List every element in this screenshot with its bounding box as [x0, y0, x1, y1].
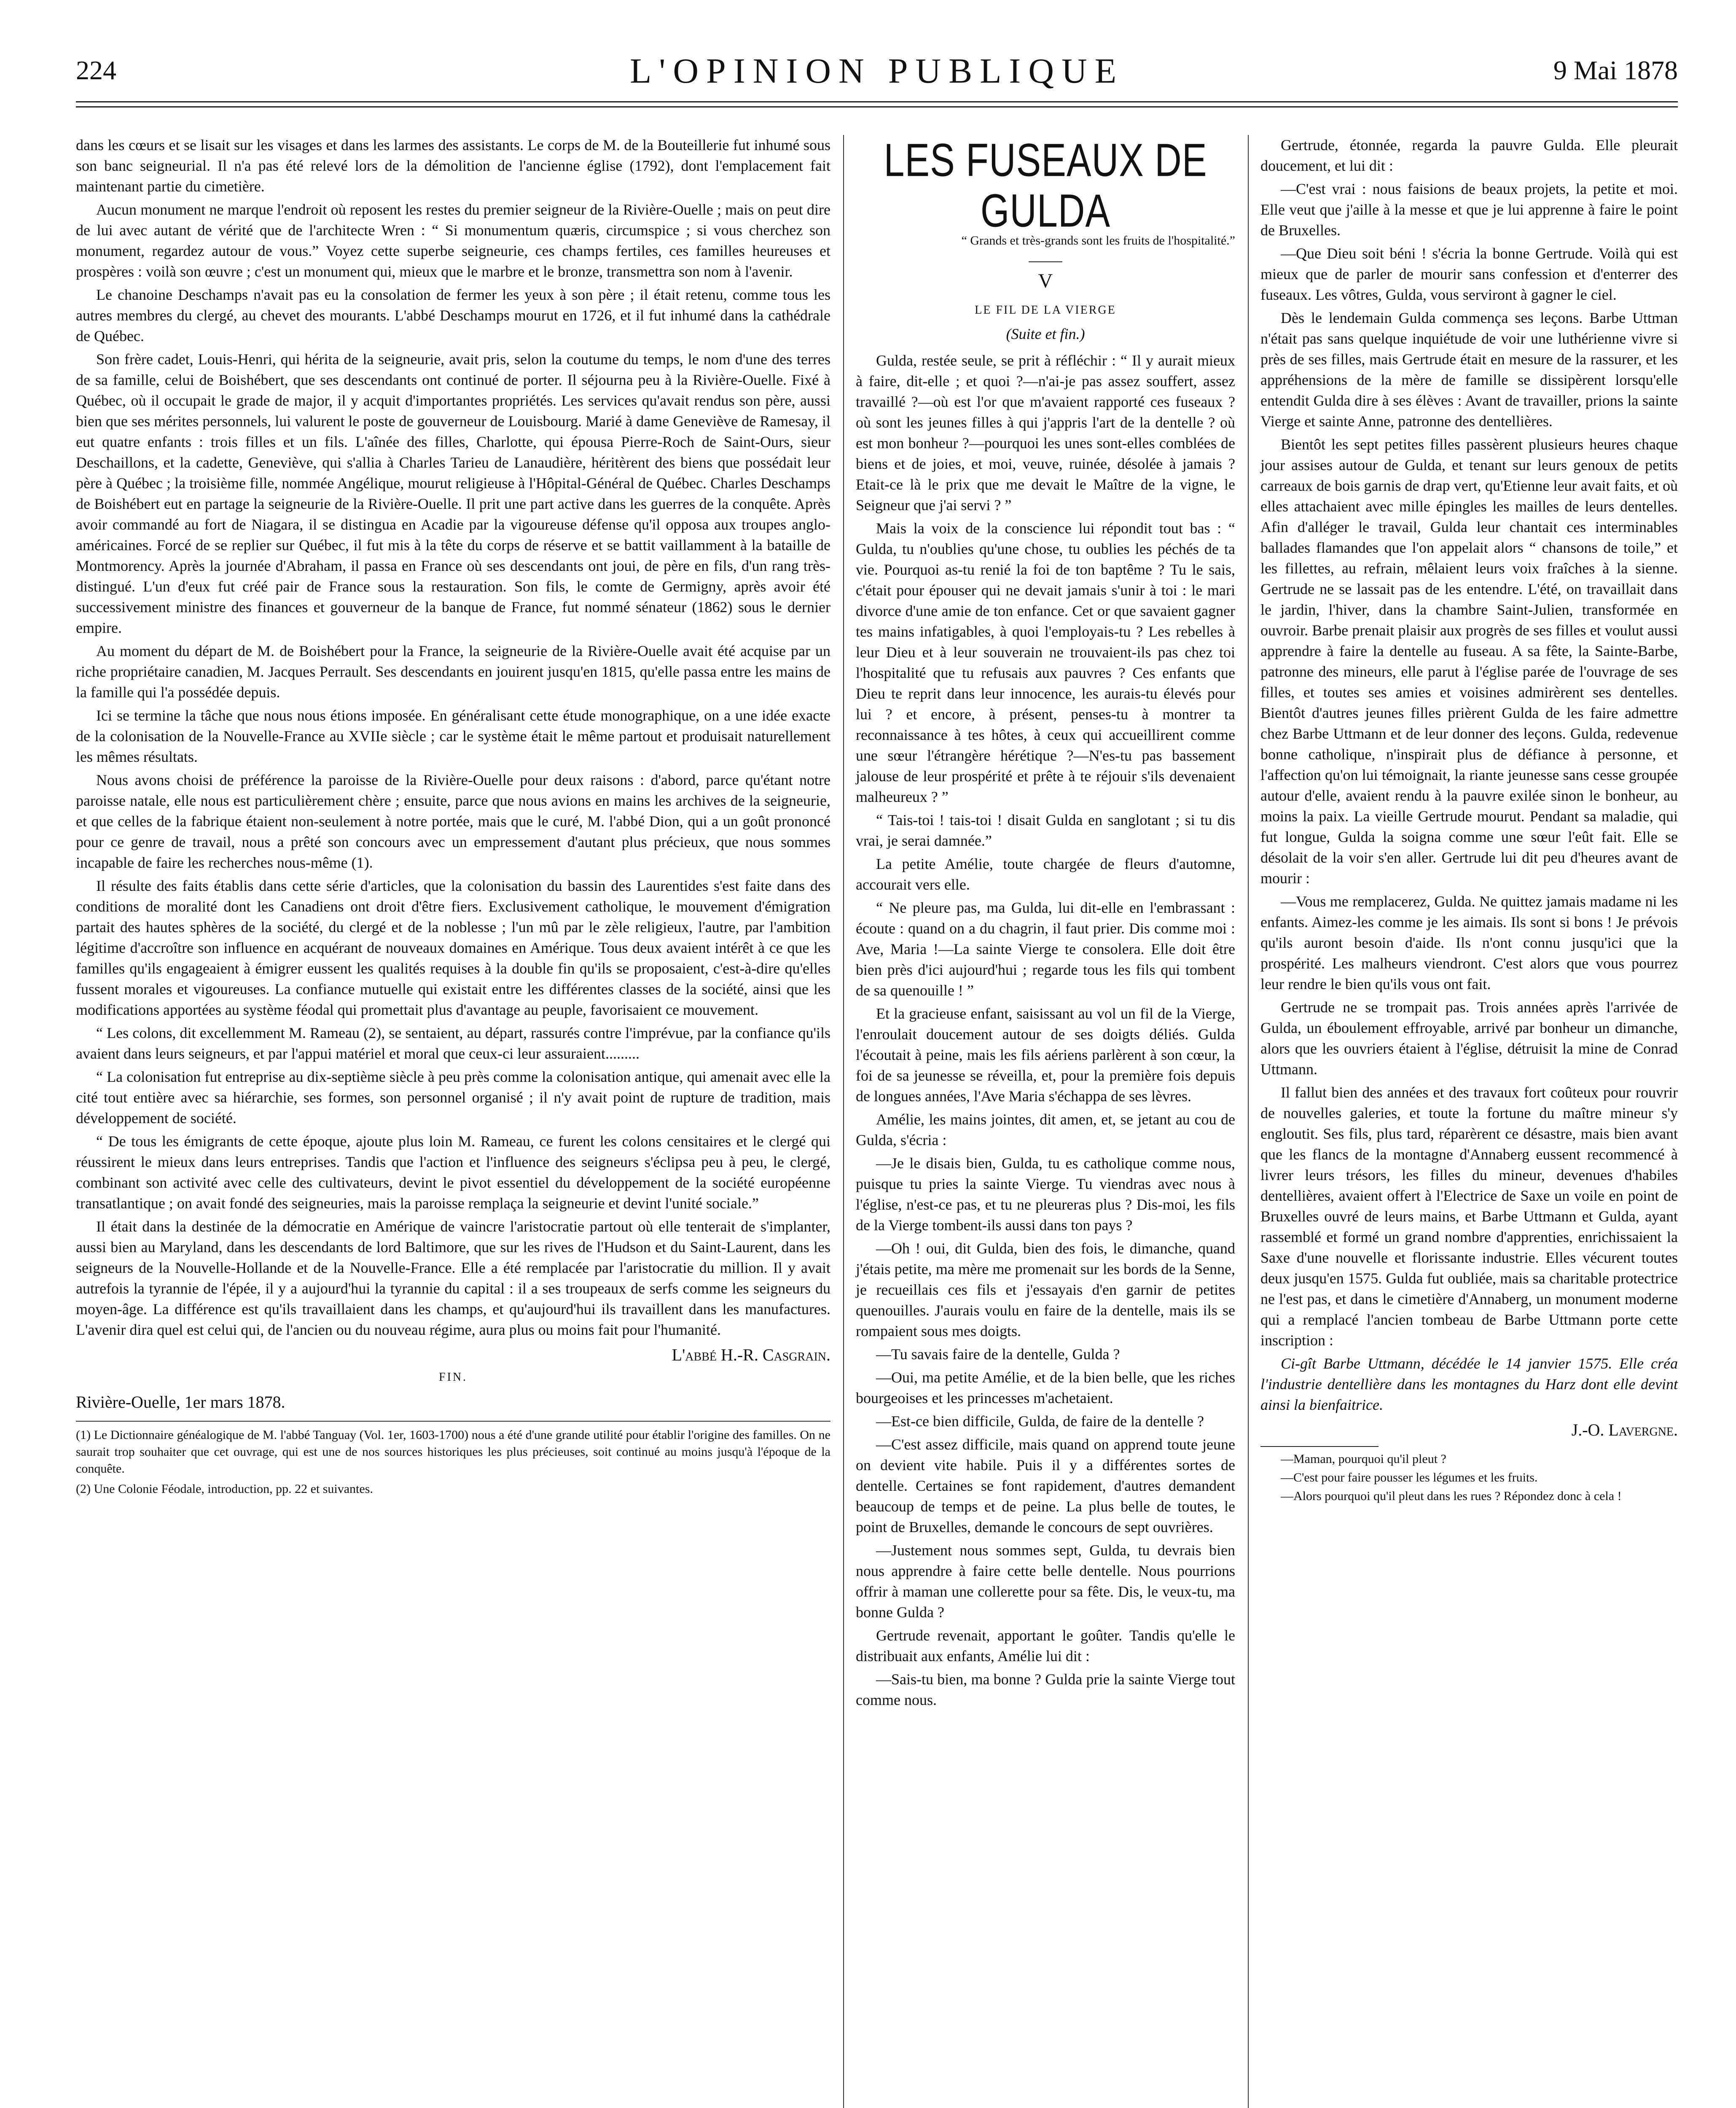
article-column [76, 135, 830, 1501]
jokes-divider [1260, 1446, 1379, 1447]
article-paragraph: “ La colonisation fut entreprise au dix-septième siècle à peu près comme la colonisation antique, qui amenait avec elle la cité tout entière avec sa hiérarchie, ses formes, son personnel organisé ; il n'y avait point de rupture de tradition, mais développement de société. [76, 1068, 830, 1127]
column-divider [1248, 135, 1249, 2108]
story-column [856, 135, 1235, 1713]
story-paragraph: —C'est assez difficile, mais quand on apprend toute jeune on devient vite habile. Puis il y a différentes sortes de dentelle. Certaines se font rapidement, d'autres demandent beaucoup de temps et de peine. La plus belle de toutes, le point de Bruxelles, demande le concours de sept ouvrières. [856, 1436, 1235, 1535]
masthead-rule-bottom [76, 106, 1678, 108]
story-paragraph: —Que Dieu soit béni ! s'écria la bonne Gertrude. Voilà qui est mieux que de parler de mourir sans confession et d'enterrer des fuseaux. Les vôtres, Gulda, vous serviront à gagner le ciel. [1260, 245, 1678, 303]
story-paragraph: —Oui, ma petite Amélie, et de la bien belle, que les riches bourgeoises et les princesses m'achetaient. [856, 1369, 1235, 1406]
article-paragraph: dans les cœurs et se lisait sur les visages et dans les larmes des assistants. Le corps de M. de la Bouteillerie fut inhumé sous son banc seigneurial. Il n'a pas été relevé lors de la démolition de l'ancienne église (1792), dont l'emplacement fait maintenant partie du cimetière. [76, 137, 830, 195]
story-paragraph: Bientôt les sept petites filles passèrent plusieurs heures chaque jour assises autour de Gulda, et tenant sur leurs genoux de petits carreaux de bois garnis de drap vert, qu'Etienne leur avait faits, et où elles attachaient avec mille épingles les mailles de leurs dentelles. Afin d'alléger le travail, Gulda leur chantait ces interminables ballades flamandes que l'on appelait alors “ chansons de toile,” et les fillettes, au refrain, mêlaient leurs voix fraîches à la sienne. Gertrude ne se lassait pas de les entendre. L'été, on travaillait dans le jardin, l'hiver, dans la chambre Saint-Julien, transformée en ouvroir. Barbe prenait plaisir aux progrès de ses filles et voulut aussi apprendre à faire la dentelle au fuseau. A sa fête, la Sainte-Barbe, patronne des mineurs, elle parut à l'église parée de l'ouvrage de ses filles, et toutes ses amies et voisines admirèrent ses dentelles. Bientôt d'autres jeunes filles prièrent Gulda de les faire admettre chez Barbe Uttmann et de leur donner des leçons. Gulda, redevenue bonne catholique, n'inspirait plus de défiance à personne, et l'affection qu'on lui témoignait, la riante jeunesse sans cesse groupée autour d'elle, avaient rendu à la pauvre exilée sinon le bonheur, au moins la paix. La vieille Gertrude mourut. Pendant sa maladie, qui fut longue, Gulda la soigna comme une sœur l'eût fait. Elle se désolait de la voir s'en aller. Gertrude lui dit peu d'heures avant de mourir : [1260, 436, 1678, 887]
story-paragraph: —Oh ! oui, dit Gulda, bien des fois, le dimanche, quand j'étais petite, ma mère me promenait sur les bords de la Senne, je recueillais ces fils et j'essayais d'en garnir de petites quenouilles. J'aurais voulu en faire de la dentelle, mais ils se rompaient sous mes doigts. [856, 1240, 1235, 1339]
story-paragraph: —Sais-tu bien, ma bonne ? Gulda prie la sainte Vierge tout comme nous. [856, 1671, 1235, 1708]
footnotes [76, 1421, 830, 1498]
story-paragraph: La petite Amélie, toute chargée de fleurs d'automne, accourait vers elle. [856, 855, 1235, 893]
story-paragraph: Gertrude revenait, apportant le goûter. Tandis qu'elle le distribuait aux enfants, Amélie lui dit : [856, 1627, 1235, 1664]
article-paragraph: Il résulte des faits établis dans cette série d'articles, que la colonisation du bassin des Laurentides s'est faite dans des conditions de moralité dont les Canadiens ont droit d'être fiers. Exclusivement catholique, le mouvement d'émigration partait des hautes sphères de la société, du clergé et de la noblesse ; l'un mû par le zèle religieux, l'autre, par l'ambition légitime d'accroître son influence en acquérant de nouveaux domaines en Amérique. Tous deux avaient intérêt à ce que les familles qu'ils engageaient à émigrer eussent les qualités requises à la double fin qu'ils se proposaient, c'est-à-dire qu'elles fussent morales et vigoureuses. La confiance mutuelle qui existait entre les différentes classes de la société, ainsi que les modifications apportées au système féodal qui promettait plus d'avantage au peuple, favorisaient ce mouvement. [76, 877, 830, 1018]
story-divider [1029, 261, 1062, 262]
story-paragraph: Il fallut bien des années et des travaux fort coûteux pour rouvrir de nouvelles galeries, et toute la fortune du maître mineur s'y engloutit. Ses fils, plus tard, réparèrent ce désastre, mais bien avant que les flancs de la montagne d'Annaberg eussent recommencé à livrer leurs trésors, les filles du mineur, devenues d'habiles dentellières, avaient offert à l'Electrice de Saxe un voile en point de Bruxelles ouvré de leurs mains, et Barbe Uttmann et Gulda, ayant rassemblé et formé un grand nombre d'apprenties, enrichissaient la Saxe d'une nouvelle et florissante industrie. Elles vécurent toutes deux jusqu'en 1575. Gulda fut oubliée, mais sa charitable protectrice ne l'est pas, et dans le cimetière d'Annaberg, un monument moderne qui a remplacé l'ancien tombeau de Barbe Uttmann porte cette inscription : [1260, 1084, 1678, 1349]
masthead [76, 51, 1678, 97]
story-paragraph: —C'est vrai : nous faisions de beaux projets, la petite et moi. Elle veut que j'aille à la messe et que je lui apprenne à faire le point de Bruxelles. [1260, 180, 1678, 239]
story-signature: J.-O. Lavergne. [1571, 1420, 1678, 1439]
newspaper-page [76, 51, 1678, 2108]
story-column-continued [1260, 135, 1678, 1507]
newspaper-title: L'OPINION PUBLIQUE [629, 51, 1124, 91]
joke-line: —Maman, pourquoi qu'il pleut ? [1281, 1452, 1446, 1466]
footnote: (2) Une Colonie Féodale, introduction, pp. 22 et suivantes. [76, 1482, 373, 1496]
story-paragraph: —Je le disais bien, Gulda, tu es catholique comme nous, puisque tu pries la sainte Vierge. Tu viendras avec nous à l'église, n'est-ce pas, et tu ne pleureras plus ? Dis-moi, les fils de la Vierge tombent-ils aussi dans ton pays ? [856, 1155, 1235, 1234]
article-paragraph: Son frère cadet, Louis-Henri, qui hérita de la seigneurie, avait pris, selon la coutume du temps, le nom d'une des terres de sa famille, celui de Boishébert, que ses descendants ont continué de porter. Il séjourna peu à la Rivière-Ouelle. Fixé à Québec, où il occupait le grade de major, il y acquit d'importantes propriétés. Les services qu'avait rendus son père, aussi bien que ses mérites personnels, lui valurent le poste de gouverneur de Louisbourg. Marié à dame Geneviève de Ramesay, il eut quatre enfants : trois filles et un fils. L'aînée des filles, Charlotte, qui épousa Pierre-Roch de Saint-Ours, sieur Deschaillons, et la cadette, Geneviève, qui s'allia à Charles Tarieu de Lanaudière, héritèrent des biens que possédait leur père à Québec ; la troisième fille, nommée Angélique, mourut religieuse à l'Hôpital-Général de Québec. Charles Deschamps de Boishébert eut en partage la seigneurie de la Rivière-Ouelle. Il prit une part active dans les guerres de la conquête. Après avoir commandé au fort de Niagara, il se distingua en Acadie par la vigoureuse défense qu'il opposa aux troupes anglo-américaines. Forcé de se replier sur Québec, il fut mis à la tête du corps de réserve et se battit vaillamment à la bataille de Montmorency. Après la journée d'Abraham, il passa en France où ses descendants ont joui, de père en fils, d'un rang très-distingué. L'un d'eux fut créé pair de France sous la restauration. Son fils, le comte de Germigny, après avoir été successivement ministre des finances et gouverneur de la banque de France, fut nommé sénateur (1862) sous le dernier empire. [76, 351, 830, 636]
story-paragraph: —Est-ce bien difficile, Gulda, de faire de la dentelle ? [876, 1413, 1204, 1430]
chapter-title: LE FIL DE LA VIERGE [975, 304, 1116, 317]
article-dateline: Rivière-Ouelle, 1er mars 1878. [76, 1393, 285, 1412]
story-paragraph: —Vous me remplacerez, Gulda. Ne quittez jamais madame ni les enfants. Aimez-les comme je les aimais. Ils sont si bons ! Je prévois qu'ils auront besoin d'aide. Ils n'ont connu jusqu'ici que la prospérité. Les malheurs viendront. C'est alors que vous pourrez leur rendre le bien qu'ils vous ont fait. [1260, 893, 1678, 992]
story-paragraph: Amélie, les mains jointes, dit amen, et, se jetant au cou de Gulda, s'écria : [856, 1111, 1235, 1148]
story-paragraph: Gulda, restée seule, se prit à réfléchir : “ Il y aurait mieux à faire, dit-elle ; et quoi ?—n'ai-je pas assez souffert, assez travaillé ?—où est l'or que m'avaient rapporté ces fuseaux ? où sont les jeunes filles à qui j'appris l'art de la dentelle ? où est mon bonheur ?—pourquoi les unes sont-elles comblées de biens et de joies, et moi, veuve, ruinée, désolée à jamais ? Etait-ce là le prix que me devait le Maître de la vigne, le Seigneur que j'ai servi ? ” [856, 352, 1235, 514]
article-signature: L'abbé H.-R. Casgrain. [672, 1345, 830, 1364]
column-divider [843, 135, 844, 2108]
article-paragraph: “ De tous les émigrants de cette époque, ajoute plus loin M. Rameau, ce furent les colons censitaires et le clergé qui réussirent le mieux dans leurs entreprises. Tandis que l'action et l'influence des seigneurs s'éclipsa peu à peu, le clergé, combinant son activité avec celle des cultivateurs, devint le pivot essentiel du développement de la société européenne transatlantique ; on avait fondé des seigneuries, mais la paroisse remplaça la seigneurie et devint l'unité sociale.” [76, 1133, 830, 1212]
story-epigraph: “ Grands et très-grands sont les fruits de l'hospitalité.” [961, 234, 1235, 247]
article-paragraph: Aucun monument ne marque l'endroit où reposent les restes du premier seigneur de la Rivière-Ouelle ; mais on peut dire de lui avec autant de vérité que de l'architecte Wren : “ Si monumentum quæris, circumspice ; si vous cherchez son monument, regardez autour de vous.” Voyez cette superbe seigneurie, ces champs fertiles, ces familles heureuses et prospères : voilà son œuvre ; c'est un monument qui, mieux que le marbre et le bronze, transmettra son nom à l'avenir. [76, 201, 830, 280]
article-end-mark: FIN. [438, 1371, 468, 1384]
story-title: LES FUSEAUX DE GULDA [884, 134, 1207, 237]
article-paragraph: Ici se termine la tâche que nous nous étions imposée. En généralisant cette étude monographique, on a une idée exacte de la colonisation de la Nouvelle-France au XVIIe siècle ; car le système était le même partout et produisait naturellement les mêmes résultats. [76, 707, 830, 765]
story-paragraph: “ Ne pleure pas, ma Gulda, lui dit-elle en l'embrassant : écoute : quand on a du chagrin, il faut prier. Dis comme moi : Ave, Maria !—La sainte Vierge te consolera. Elle doit être bien près d'ici aujourd'hui ; regarde tous les fils qui tombent de sa quenouille ! ” [856, 899, 1235, 999]
footnote: (1) Le Dictionnaire généalogique de M. l'abbé Tanguay (Vol. 1er, 1603-1700) nous a été d'une grande utilité pour établir l'origine des familles. On ne saurait trop souhaiter que cet ouvrage, qui est une de nos sources historiques les plus précieuses, soit continué au moins jusqu'à l'époque de la conquête. [76, 1428, 830, 1476]
chapter-number: V [1038, 270, 1053, 292]
article-paragraph: Il était dans la destinée de la démocratie en Amérique de vaincre l'aristocratie partout où elle tenterait de s'implanter, aussi bien au Maryland, dans les descendants de lord Baltimore, que sur les rives de l'Hudson et du Saint-Laurent, dans les seigneurs de la Nouvelle-Hollande et de la Nouvelle-France. Elle a été remplacée par l'aristocratie du million. Il y avait autrefois la tyrannie de l'épée, il y a aujourd'hui la tyrannie du capital : il a ses troupeaux de serfs comme les seigneurs du moyen-âge. La différence est qu'ils travaillaient dans les champs, et qu'aujourd'hui ils travaillent dans les manufactures. L'avenir dira quel est celui qui, de l'ancien ou du nouveau régime, aura plus ou moins fait pour l'humanité. [76, 1218, 830, 1338]
story-paragraph: “ Tais-toi ! tais-toi ! disait Gulda en sanglotant ; si tu dis vrai, je serai damnée.” [856, 812, 1235, 849]
article-paragraph: Nous avons choisi de préférence la paroisse de la Rivière-Ouelle pour deux raisons : d'abord, parce qu'étant notre paroisse natale, elle nous est particulièrement chère ; ensuite, parce que nous avions en mains les archives de la seigneurie, et que celles de la fabrique étaient non-seulement à notre portée, mais que le curé, M. l'abbé Dion, qui a un goût prononcé pour ce genre de travail, nous a prêté son concours avec un empressement d'autant plus précieux, que nous sommes incapable de faire les recherches nous-même (1). [76, 772, 830, 871]
story-paragraph: Gertrude, étonnée, regarda la pauvre Gulda. Elle pleurait doucement, et lui dit : [1260, 137, 1678, 174]
story-paragraph: —Tu savais faire de la dentelle, Gulda ? [876, 1346, 1120, 1363]
page-number: 224 [76, 55, 116, 85]
tomb-inscription: Ci-gît Barbe Uttmann, décédée le 14 janvier 1575. Elle créa l'industrie dentellière dans les montagnes du Harz dont elle devint ainsi la bienfaitrice. [1260, 1355, 1678, 1413]
joke-line: —C'est pour faire pousser les légumes et les fruits. [1281, 1471, 1538, 1484]
story-paragraph: Et la gracieuse enfant, saisissant au vol un fil de la Vierge, l'enroulait doucement autour de ses doigts déliés. Gulda l'écoutait à peine, mais les fils aériens parlèrent à son cœur, la foi de sa jeunesse se réveilla, et, pour la première fois depuis de longues années, l'Ave Maria s'échappa de ses lèvres. [856, 1005, 1235, 1105]
masthead-rule-top [76, 101, 1678, 102]
article-paragraph: “ Les colons, dit excellemment M. Rameau (2), se sentaient, au départ, rassurés contre l'imprévue, par la confiance qu'ils avaient dans leurs seigneurs, et par l'appui matériel et moral que ceux-ci leur assuraient......... [76, 1024, 830, 1062]
story-continuation: (Suite et fin.) [1006, 325, 1085, 342]
story-paragraph: —Justement nous sommes sept, Gulda, tu devrais bien nous apprendre à faire cette belle dentelle. Nous pourrions offrir à maman une collerette pour sa fête. Dis, le veux-tu, ma bonne Gulda ? [856, 1542, 1235, 1621]
story-paragraph: Gertrude ne se trompait pas. Trois années après l'arrivée de Gulda, un éboulement effroyable, arrivé par bonheur un dimanche, alors que les ouvriers étaient à l'église, détruisit la mine de Conrad Uttmann. [1260, 999, 1678, 1078]
issue-date: 9 Mai 1878 [1553, 55, 1678, 85]
story-paragraph: Mais la voix de la conscience lui répondit tout bas : “ Gulda, tu n'oublies qu'une chose, tu oublies les péchés de ta vie. Pourquoi as-tu renié la foi de ton baptême ? Tu le sais, c'était pour épouser qui ne devait jamais s'unir à toi : le mari divorce d'une amie de ton enfance. Cet or que savaient gagner tes mains infatigables, à quoi l'employais-tu ? Les rebelles à leur Dieu et à leur souverain ne trouvaient-ils pas chez toi l'hospitalité que tu refusais aux pauvres ? Ces enfants que Dieu te reprit dans leur innocence, les aurais-tu élevés pour lui ? et encore, à présent, penses-tu à montrer ta reconnaissance à tes hôtes, à ceux qui accueillirent comme une sœur l'étrangère hérétique ?—N'es-tu pas bassement jalouse de leur prospérité et prête à te réjouir s'ils devenaient malheureux ? ” [856, 520, 1235, 805]
article-paragraph: Le chanoine Deschamps n'avait pas eu la consolation de fermer les yeux à son père ; il était retenu, comme tous les autres membres du clergé, au chevet des mourants. L'abbé Deschamps mourut en 1726, et il fut inhumé dans la cathédrale de Québec. [76, 286, 830, 344]
article-paragraph: Au moment du départ de M. de Boishébert pour la France, la seigneurie de la Rivière-Ouelle avait été acquise par un riche propriétaire canadien, M. Jacques Perrault. Ses descendants en jouirent jusqu'en 1815, qu'elle passa entre les mains de la famille qui l'a possédée depuis. [76, 643, 830, 701]
story-paragraph: Dès le lendemain Gulda commença ses leçons. Barbe Uttman n'était pas sans quelque inquiétude de voir une luthérienne vivre si près de ses filles, mais Gertrude était en mesure de la rassurer, et les appréhensions de la mère de famille se dissipèrent lorsqu'elle entendit Gulda dire à ses élèves : Avant de travailler, prions la sainte Vierge et sainte Anne, patronne des dentellières. [1260, 309, 1678, 430]
joke-line: —Alors pourquoi qu'il pleut dans les rues ? Répondez donc à cela ! [1281, 1489, 1622, 1503]
